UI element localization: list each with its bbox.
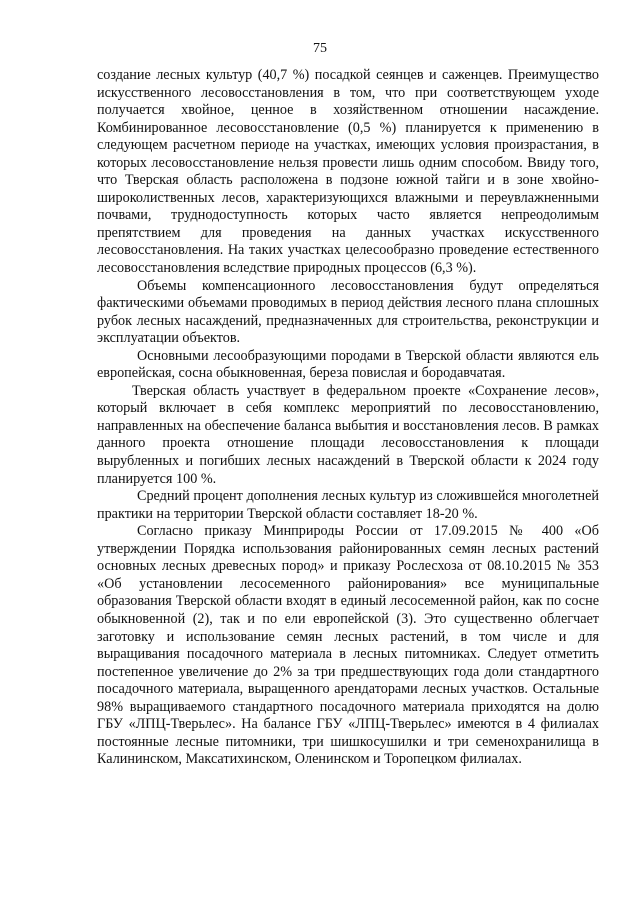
paragraph-forest-restoration-methods: создание лесных культур (40,7 %) посадкой сеянцев и саженцев. Преимущество искусственного лесовосстановления в том, что при соответствующем уходе получается хвойное, ценное в хозяйственном отношении насаждение. Комбинированное лесовосстановление (0,5 %) планируется к применению в следующем расчетном периоде на участках, имеющих условия произрастания, в которых лесовосстановление нельзя провести лишь одним способом. Ввиду того, что Тверская область расположена в подзоне южной тайги и в зоне хвойно-широколиственных лесов, характеризующихся влажными и переувлажненными почвами, труднодоступность которых часто является непреодолимым препятствием для проведения на данных участках искусственного лесовосстановления. На таких участках целесообразно проведение естественного лесовосстановления вследствие природных процессов (6,3 %). [97, 67, 599, 277]
paragraph-main-tree-species: Основными лесообразующими породами в Тверской области являются ель европейская, сосна обыкновенная, береза повислая и бородавчатая. [97, 347, 599, 382]
document-body [97, 67, 599, 769]
page-number: 75 [313, 41, 327, 56]
paragraph-compensatory-restoration: Объемы компенсационного лесовосстановления будут определяться фактическими объемами проводимых в период действия лесного плана сплошных рубок лесных насаждений, предназначенных для строительства, реконструкции и эксплуатации объектов. [97, 277, 599, 347]
paragraph-forest-crop-supplement: Средний процент дополнения лесных культур из сложившейся многолетней практики на территории Тверской области составляет 18-20 %. [97, 488, 599, 522]
paragraph-federal-project: Тверская область участвует в федеральном проекте «Сохранение лесов», который включает в себя комплекс мероприятий по лесовосстановлению, направленных на обеспечение баланса выбытия и восстановления лесов. В рамках данного проекта отношение площади лесовосстановления к площади вырубленных и погибших лесных насаждений в Тверской области к 2024 году планируется 100 %. [97, 382, 599, 487]
paragraph-seed-zoning: Согласно приказу Минприроды России от 17.09.2015 № 400 «Об утверждении Порядка использования районированных семян лесных растений основных лесных древесных пород» и приказу Рослесхоза от 08.10.2015 № 353 «Об установлении лесосеменного районирования» все муниципальные образования Тверской области входят в единый лесосеменной район, как по сосне обыкновенной (2), так и по ели европейской (3). Это существенно облегчает заготовку и использование семян лесных растений, в том числе и для выращивания посадочного материала в лесных питомниках. Следует отметить постепенное увеличение до 2% за три предшествующих года доли стандартного посадочного материала, выращенного арендаторами лесных участков. Остальные 98% выращиваемого стандартного посадочного материала приходятся на долю ГБУ «ЛПЦ-Тверьлес». На балансе ГБУ «ЛПЦ-Тверьлес» имеются в 4 филиалах постоянные лесные питомники, три шишкосушилки и три семенохранилища в Калининском, Максатихинском, Оленинском и Торопецком филиалах. [97, 523, 599, 768]
